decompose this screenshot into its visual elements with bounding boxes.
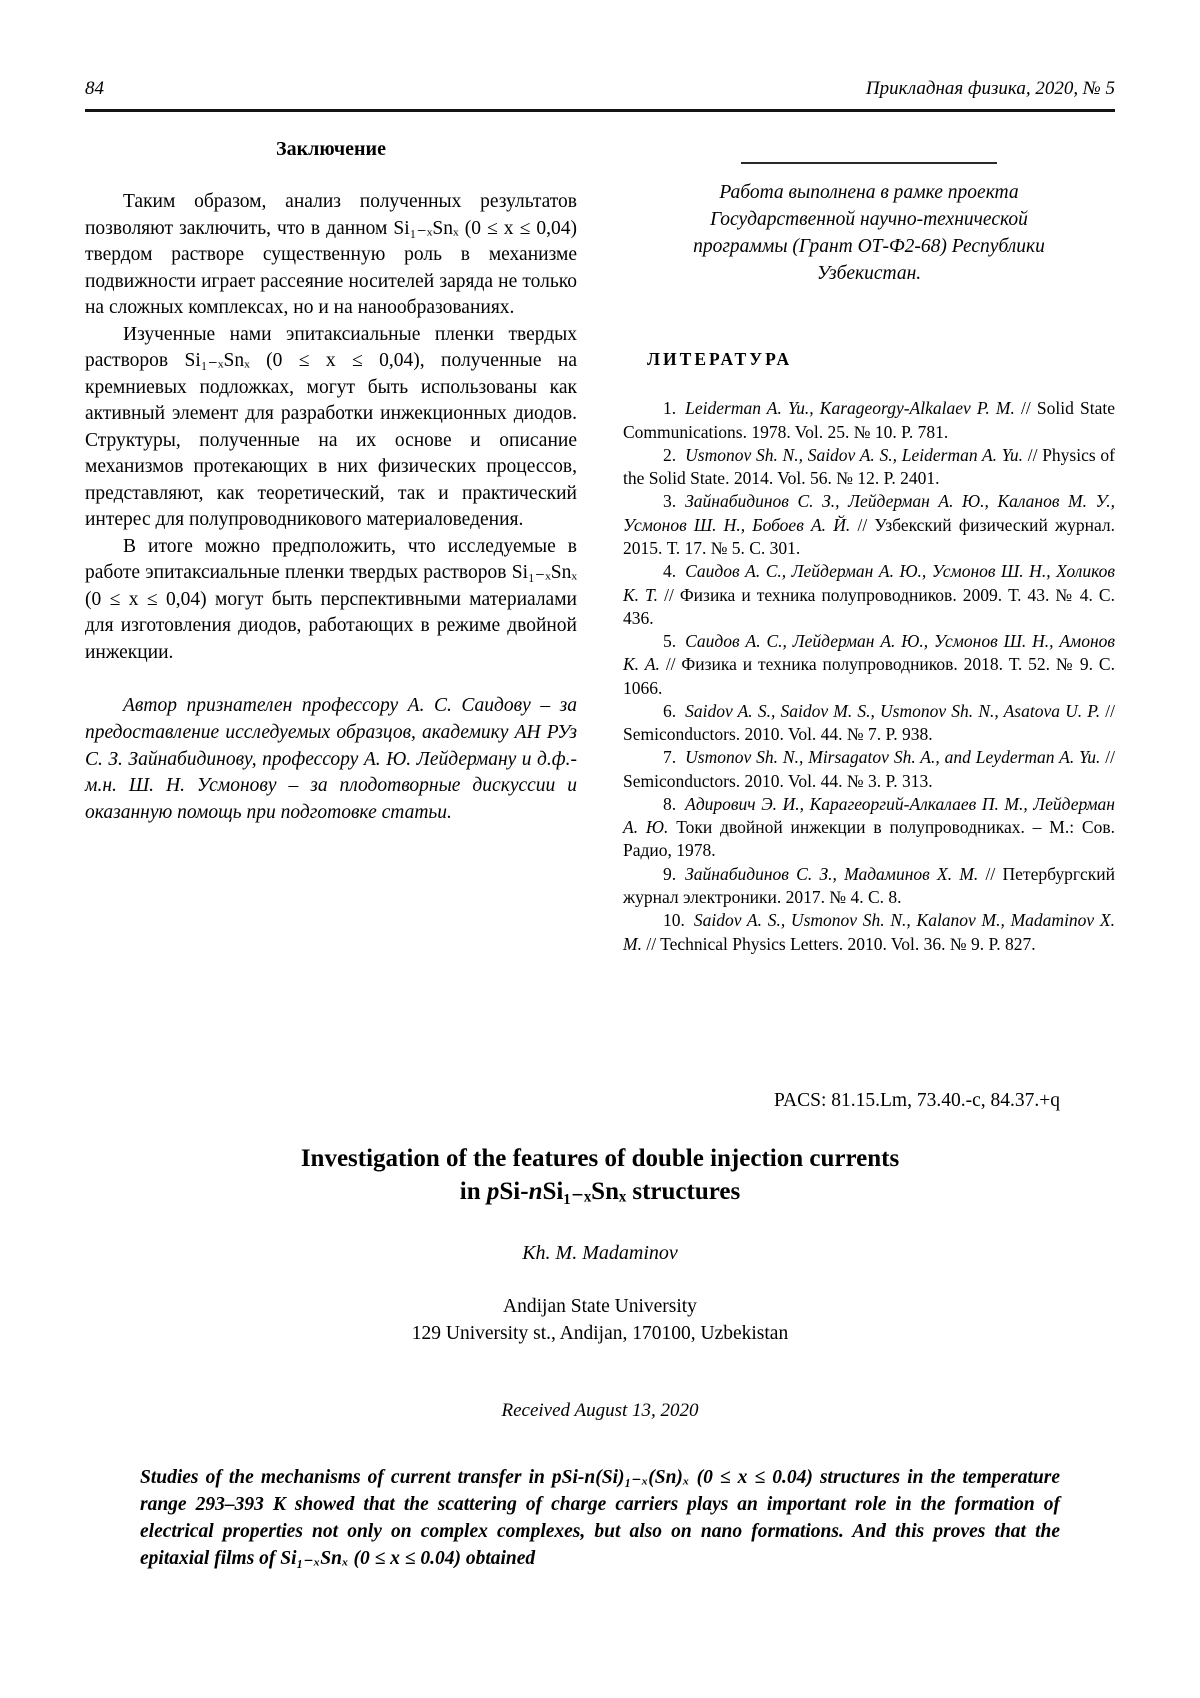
reference-authors: Зайнабидинов С. З., Мадаминов Х. М.	[685, 863, 979, 884]
affiliation	[85, 1293, 1115, 1348]
reference-source: // Физика и техника полупроводников. 2018. Т. 52. № 9. С. 1066.	[623, 654, 1115, 698]
reference-number: 5.	[663, 631, 677, 652]
reference-authors: Saidov A. S., Usmonov Sh. N., Kalanov M., Madaminov X. M.	[623, 910, 1115, 954]
reference-item	[623, 863, 1115, 910]
article-title-line1: Investigation of the features of double injection currents	[300, 1145, 900, 1172]
reference-source: Токи двойной инжекции в полупроводниках. – М.: Сов. Радио, 1978.	[623, 817, 1115, 861]
reference-number: 7.	[663, 747, 677, 768]
reference-item	[623, 793, 1115, 863]
references-list	[623, 397, 1115, 955]
english-article-section	[85, 1090, 1115, 1573]
page-number: 84	[85, 78, 104, 99]
article-title-line2	[85, 1175, 1115, 1208]
title-formula: Si₁₋ₓSnₓ structures	[542, 1178, 741, 1205]
reference-source: // Technical Physics Letters. 2010. Vol. 36. № 9. P. 827.	[641, 933, 1036, 954]
reference-source: // Solid State Communications. 1978. Vol. 25. № 10. P. 781.	[623, 398, 1115, 442]
reference-authors: Usmonov Sh. N., Saidov A. S., Leiderman A. Yu.	[685, 444, 1024, 465]
title-n-type: n	[528, 1178, 543, 1205]
reference-source: // Physics of the Solid State. 2014. Vol. 56. № 12. P. 2401.	[623, 444, 1115, 489]
reference-source: // Semiconductors. 2010. Vol. 44. № 3. P. 313.	[623, 747, 1115, 791]
article-author: Kh. M. Madaminov	[522, 1242, 678, 1264]
reference-item	[623, 560, 1115, 630]
reference-authors: Зайнабидинов С. З., Лейдерман А. Ю., Каланов М. У., Усмонов Ш. Н., Бобоев А. Й.	[623, 491, 1115, 535]
reference-number: 9.	[663, 863, 677, 884]
body-paragraph: Таким образом, анализ полученных результатов позволяют заключить, что в данном Si₁₋ₓSnₓ (0 ≤ x ≤ 0,04) твердом растворе существенную роль в механизме подвижности играет рассеяние носителей заряда не только на сложных комплексах, но и на нанообразованиях.	[85, 191, 577, 319]
received-date: Received August 13, 2020	[501, 1399, 699, 1421]
right-column	[623, 126, 1115, 956]
reference-item	[623, 746, 1115, 793]
reference-source: // Semiconductors. 2010. Vol. 44. № 7. P. 938.	[623, 700, 1115, 745]
reference-number: 10.	[663, 910, 685, 931]
reference-source: // Узбекский физический журнал. 2015. Т. 17. № 5. С. 301.	[623, 514, 1116, 559]
title-text: Si-	[499, 1178, 529, 1205]
references-heading: ЛИТЕРАТУРА	[647, 348, 793, 369]
reference-number: 2.	[663, 444, 677, 465]
pacs-line: PACS: 81.15.Lm, 73.40.-c, 84.37.+q	[773, 1090, 1060, 1111]
reference-number: 4.	[663, 561, 677, 582]
content-columns	[85, 126, 1115, 988]
reference-number: 3.	[663, 491, 677, 512]
reference-number: 1.	[663, 398, 677, 419]
article-title	[85, 1142, 1115, 1208]
affiliation-address: 129 University st., Andijan, 170100, Uzbekistan	[411, 1323, 789, 1345]
conclusion-heading: Заключение	[276, 138, 386, 160]
reference-authors: Саидов А. С., Лейдерман А. Ю., Усмонов Ш. Н., Холиков К. Т.	[623, 561, 1115, 605]
footnote-rule	[741, 162, 997, 164]
page-header	[85, 78, 1115, 100]
reference-authors: Saidov A. S., Saidov M. S., Usmonov Sh. N., Asatova U. P.	[685, 700, 1101, 721]
title-p-type: p	[486, 1178, 500, 1205]
title-text: in	[459, 1178, 487, 1205]
reference-source: // Физика и техника полупроводников. 2009. Т. 43. № 4. С. 436.	[623, 584, 1115, 628]
reference-item	[623, 490, 1115, 560]
grant-note: Работа выполнена в рамке проекта Государственной научно-технической программы (Грант ОТ-Ф2-68) Республики Узбекистан.	[693, 182, 1045, 284]
body-paragraph: Изученные нами эпитаксиальные пленки твердых растворов Si₁₋ₓSnₓ (0 ≤ x ≤ 0,04), полученные на кремниевых подложках, могут быть использованы как активный элемент для разработки инжекционных диодов. Структуры, полученные на их основе и описание механизмов протекающих в них физических процессов, представляют, как теоретический, так и практический интерес для полупроводникового материаловедения.	[85, 323, 577, 531]
reference-item	[623, 700, 1115, 747]
affiliation-name: Andijan State University	[503, 1296, 697, 1317]
reference-item	[623, 397, 1115, 444]
reference-item	[623, 630, 1115, 700]
left-column	[85, 126, 577, 826]
header-rule	[85, 109, 1115, 112]
acknowledgment-paragraph: Автор признателен профессору А. С. Саидову – за предоставление исследуемых образцов, академику АН РУз С. З. Зайнабидинову, профессору А. Ю. Лейдерману и д.ф.-м.н. Ш. Н. Усмонову – за плодотворные дискуссии и оказанную помощь при подготовке статьи.	[85, 695, 577, 823]
conclusion-paragraphs	[85, 189, 577, 666]
reference-authors: Саидов А. С., Лейдерман А. Ю., Усмонов Ш. Н., Амонов К. А.	[623, 631, 1115, 675]
reference-authors: Адирович Э. И., Карагеоргий-Алкалаев П. М., Лейдерман А. Ю.	[623, 793, 1115, 838]
reference-number: 8.	[663, 793, 677, 814]
abstract-paragraph: Studies of the mechanisms of current transfer in pSi-n(Si)₁₋ₓ(Sn)ₓ (0 ≤ x ≤ 0.04) structures in the temperature range 293–393 K showed that the scattering of charge carriers plays an important role in the formation of electrical properties not only on complex complexes, but also on nano formations. And this proves that the epitaxial films of Si₁₋ₓSnₓ (0 ≤ x ≤ 0.04) obtained	[140, 1466, 1060, 1570]
reference-item	[623, 444, 1115, 491]
reference-item	[623, 909, 1115, 956]
reference-number: 6.	[663, 700, 677, 721]
reference-authors: Leiderman A. Yu., Karageorgy-Alkalaev P. M.	[685, 398, 1015, 419]
reference-source: // Петербургский журнал электроники. 2017. № 4. С. 8.	[623, 863, 1115, 907]
reference-authors: Usmonov Sh. N., Mirsagatov Sh. A., and Leyderman A. Yu.	[685, 747, 1101, 768]
body-paragraph: В итоге можно предположить, что исследуемые в работе эпитаксиальные пленки твердых растворов Si₁₋ₓSnₓ (0 ≤ x ≤ 0,04) могут быть перспективными материалами для изготовления диодов, работающих в режиме двойной инжекции.	[85, 535, 577, 663]
journal-name: Прикладная физика, 2020, № 5	[865, 78, 1115, 99]
